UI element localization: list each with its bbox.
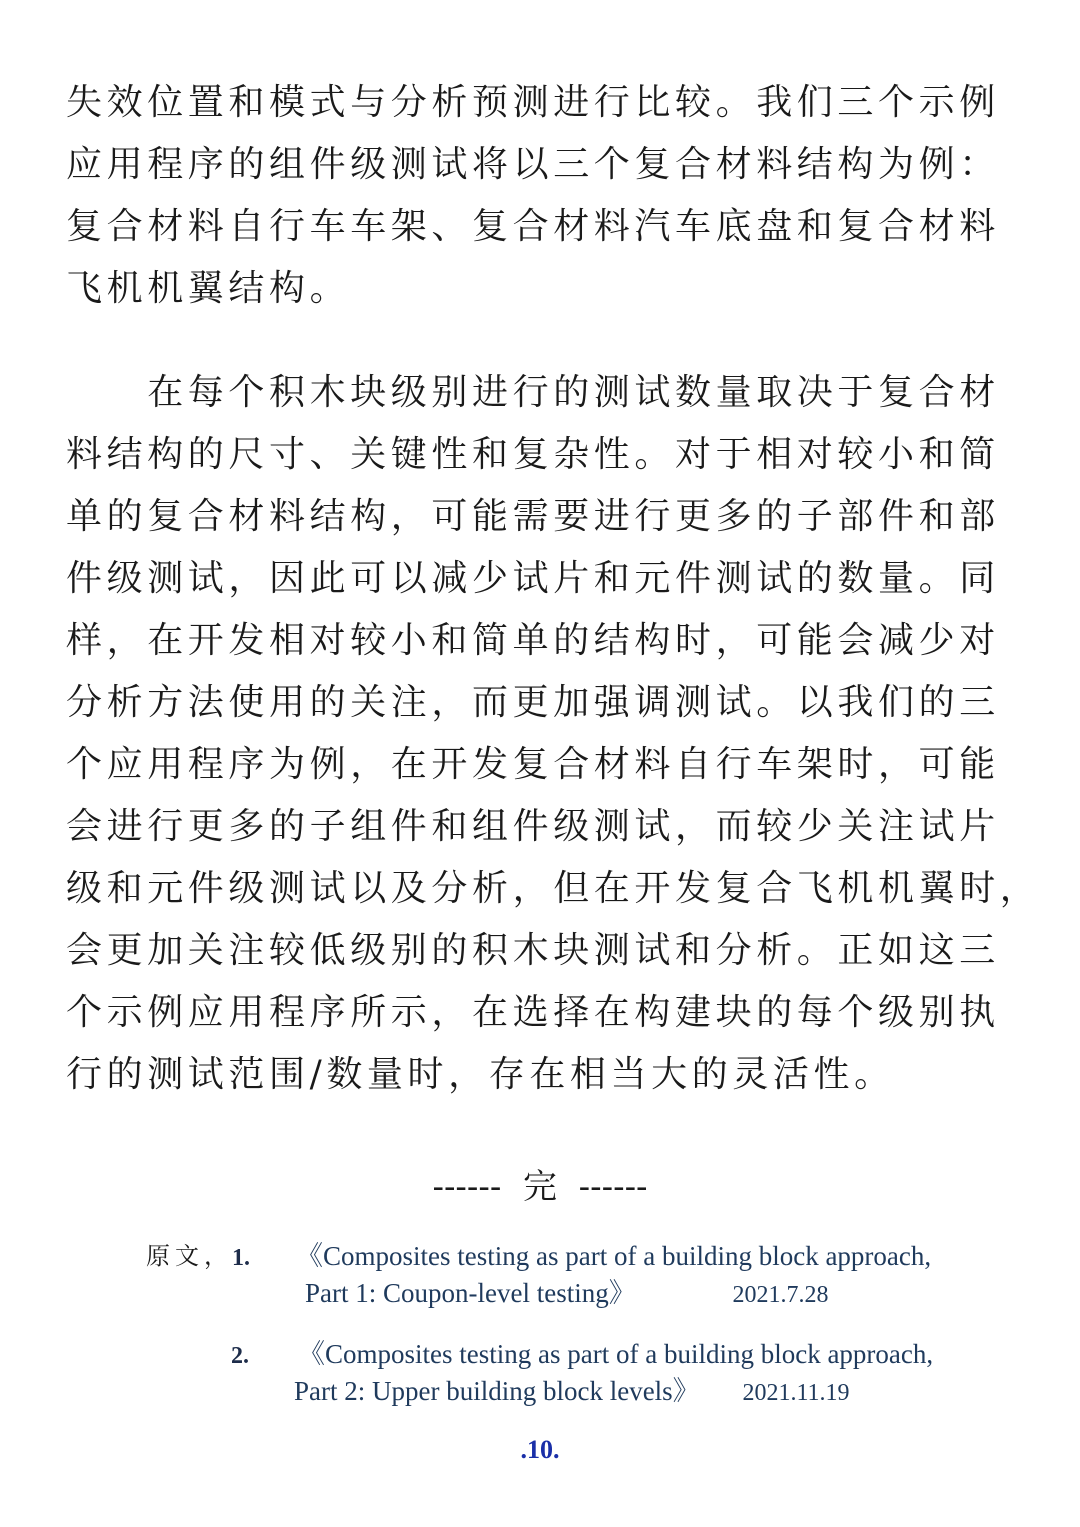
body-paragraph-2 — [66, 362, 1041, 1106]
reference-2-title-line1: 《Composites testing as part of a building block approach, — [298, 1339, 934, 1369]
reference-1-title-line1: 《Composites testing as part of a building block approach, — [296, 1241, 932, 1271]
text-line: 失效位置和模式与分析预测进行比较。我们三个示例 — [66, 82, 1000, 123]
reference-2-title: Part 2: Upper building block levels》 — [294, 1376, 700, 1406]
text-line: 个示例应用程序所示，在选择在构建块的每个级别执 — [66, 992, 1000, 1033]
text-line: 单的复合材料结构，可能需要进行更多的子部件和部 — [66, 496, 1000, 537]
text-line: 应用程序的组件级测试将以三个复合材料结构为例： — [66, 144, 1000, 185]
text-line: 料结构的尺寸、关键性和复杂性。对于相对较小和简 — [66, 434, 1000, 475]
reference-1-title: Part 1: Coupon-level testing》 — [305, 1278, 636, 1308]
text-line: 会进行更多的子组件和组件级测试，而较少关注试片 — [66, 806, 1000, 847]
text-line: 个应用程序为例，在开发复合材料自行车架时，可能 — [66, 744, 1000, 785]
text-line: 行的测试范围/数量时，存在相当大的灵活性。 — [66, 1054, 895, 1095]
reference-2-number: 2. — [231, 1343, 249, 1369]
page-number: .10. — [520, 1435, 560, 1464]
reference-1-date: 2021.7.28 — [732, 1282, 829, 1308]
body-paragraph-1 — [66, 72, 1016, 320]
text-line: 会更加关注较低级别的积木块测试和分析。正如这三 — [66, 930, 1000, 971]
text-line: 级和元件级测试以及分析，但在开发复合飞机机翼时， — [66, 868, 1041, 909]
end-mark: ------ 完 ------ — [432, 1167, 648, 1207]
text-line: 分析方法使用的关注，而更加强调测试。以我们的三 — [66, 682, 1000, 723]
text-line: 在每个积木块级别进行的测试数量取决于复合材 — [66, 372, 1000, 413]
text-line: 样，在开发相对较小和简单的结构时，可能会减少对 — [66, 620, 1000, 661]
references-label: 原文， — [146, 1242, 233, 1270]
reference-2-date: 2021.11.19 — [742, 1380, 850, 1406]
text-line: 件级测试，因此可以减少试片和元件测试的数量。同 — [66, 558, 1000, 599]
reference-1-title-line2 — [305, 1275, 828, 1313]
reference-1-number: 1. — [232, 1245, 250, 1271]
text-line: 飞机机翼结构。 — [66, 268, 351, 309]
text-line: 复合材料自行车车架、复合材料汽车底盘和复合材料 — [66, 206, 1000, 247]
reference-2-title-line2 — [294, 1373, 850, 1411]
